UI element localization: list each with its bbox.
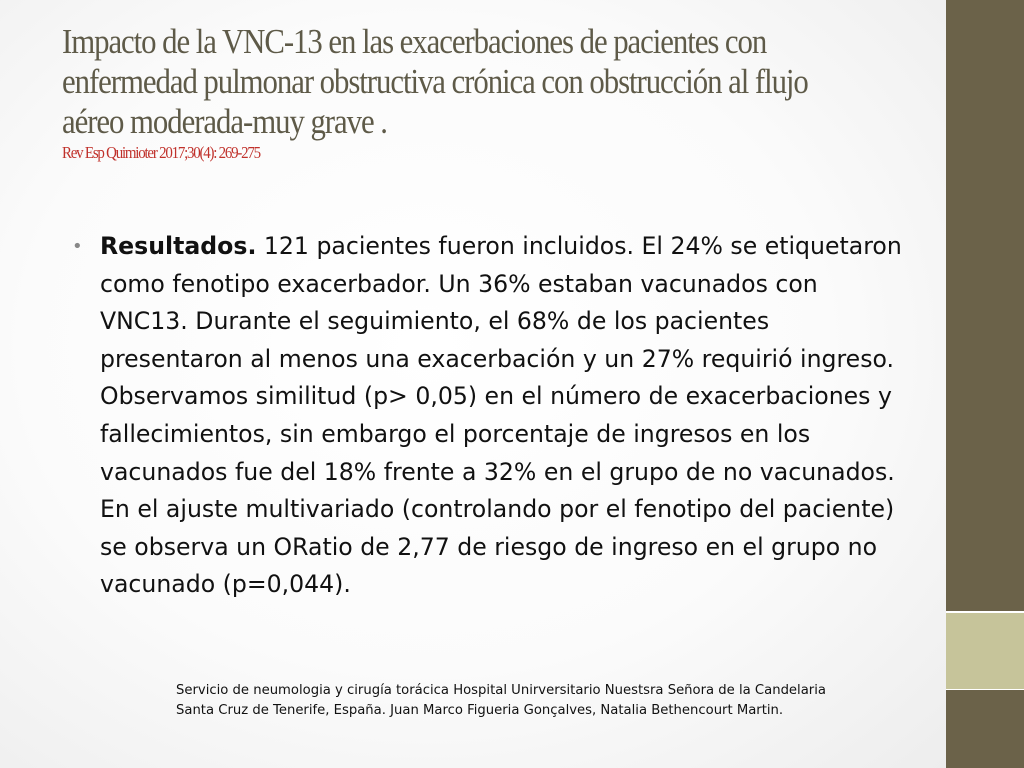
- footer-line-authors: Santa Cruz de Tenerife, España. Juan Marco Figueria Gonçalves, Natalia Bethencourt Martin.: [176, 702, 784, 718]
- side-bar-top-block: [946, 0, 1024, 613]
- results-list: [72, 228, 912, 604]
- footer-line-institution: Servicio de neumologia y cirugía torácica Hospital Unirversitario Nuestsra Señora de la Candelaria: [176, 683, 826, 698]
- footer-credits: [176, 681, 896, 720]
- decorative-side-bar: [946, 0, 1024, 768]
- side-bar-bottom-block: [946, 690, 1024, 768]
- slide-title: [62, 22, 819, 164]
- citation-text: Rev Esp Quimioter 2017;30(4): 269-275: [62, 143, 260, 162]
- title-text: Impacto de la VNC-13 en las exacerbaciones de pacientes con enfermedad pulmonar obstructiva crónica con obstrucción al flujo aéreo moderada-muy grave .: [62, 22, 808, 141]
- side-bar-accent-block: [946, 613, 1024, 690]
- results-text: 121 pacientes fueron incluidos. El 24% se etiquetaron como fenotipo exacerbador. Un 36% estaban vacunados con VNC13. Durante el seguimiento, el 68% de los pacientes presentaron al menos una exacerbación y un 27% requirió ingreso. Observamos similitud (p> 0,05) en el número de exacerbaciones y fallecimientos, sin embargo el porcentaje de ingresos en los vacunados fue del 18% frente a 32% en el grupo de no vacunados. En el ajuste multivariado (controlando por el fenotipo del paciente) se observa un ORatio de 2,77 de riesgo de ingreso en el grupo no vacunado (p=0,044).: [100, 232, 902, 599]
- bullet-icon: •: [72, 236, 83, 257]
- list-item: [72, 228, 912, 604]
- results-heading: Resultados.: [100, 232, 257, 260]
